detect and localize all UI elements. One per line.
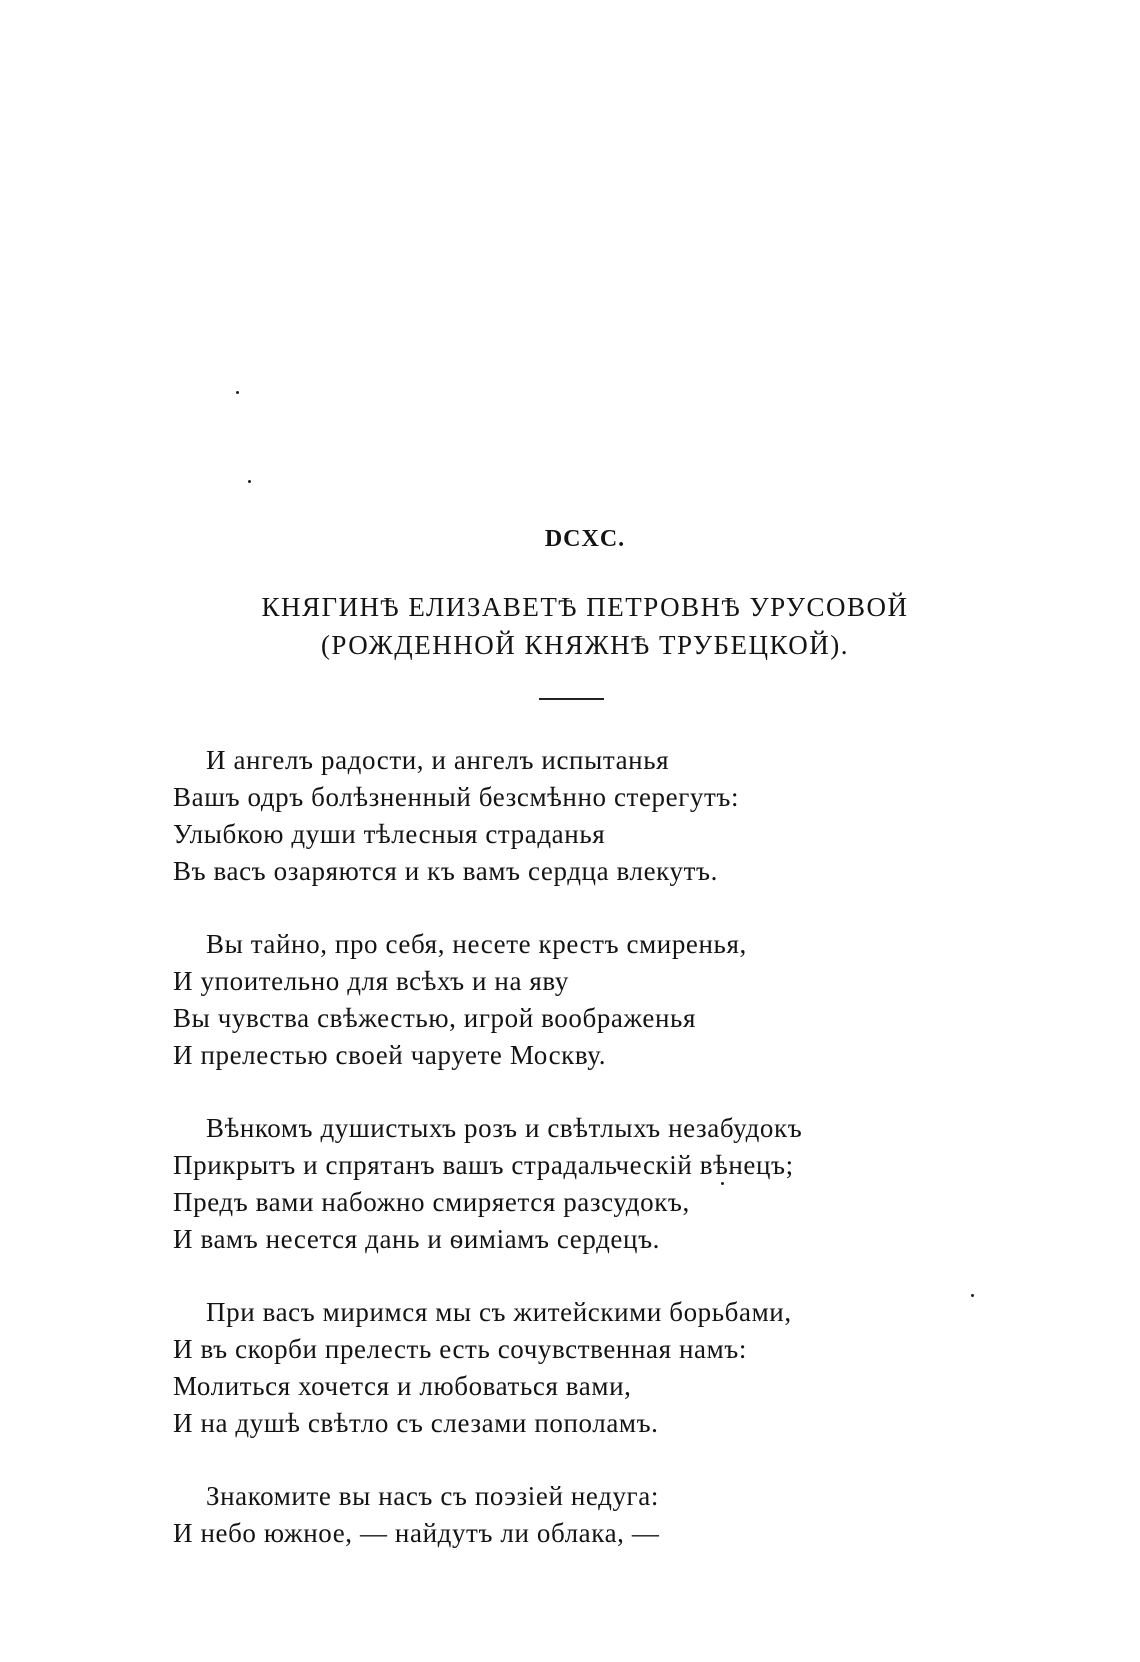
poem-line: Знакомите вы насъ съ поэзіей недуга: (206, 1481, 659, 1511)
poem-line: И въ скорби прелесть есть сочувственная намъ: (173, 1334, 747, 1364)
poem-line: Вы тайно, про себя, несете крестъ смиренья, (206, 929, 747, 959)
stanza (173, 926, 973, 1074)
poem-line: Прикрытъ и спрятанъ вашъ страдальческій вѣнецъ; (173, 1150, 794, 1180)
poem-line: Въ васъ озаряются и къ вамъ сердца влекутъ. (173, 856, 718, 886)
stanza (173, 1110, 973, 1258)
stanza (173, 1478, 973, 1552)
poem-line: И ангелъ радости, и ангелъ испытанья (206, 745, 670, 775)
poem-dedication (0, 588, 1140, 664)
poem-line: Молиться хочется и любоваться вами, (173, 1371, 632, 1401)
page-speck (248, 480, 251, 483)
poem-line: И прелестью своей чаруете Москву. (173, 1040, 607, 1070)
separator-rule (539, 698, 604, 700)
poem-line: Вѣнкомъ душистыхъ розъ и свѣтлыхъ незабудокъ (206, 1113, 803, 1143)
poem-line: Улыбкою души тѣлесныя страданья (173, 819, 606, 849)
poem-line: Вы чувства свѣжестью, игрой воображенья (173, 1003, 696, 1033)
poem-line: И на душѣ свѣтло съ слезами пополамъ. (173, 1408, 659, 1438)
poem-line: И упоительно для всѣхъ и на яву (173, 966, 569, 996)
dedication-line: КНЯГИНѢ ЕЛИЗАВЕТѢ ПЕТРОВНѢ УРУСОВОЙ (261, 592, 909, 622)
poem-line: И вамъ несется дань и ѳиміамъ сердецъ. (173, 1224, 660, 1254)
poem-line: Вашъ одръ болѣзненный безсмѣнно стерегутъ: (173, 782, 740, 812)
dedication-line: (РОЖДЕННОЙ КНЯЖНѢ ТРУБЕЦКОЙ). (320, 630, 850, 660)
stanza (173, 1294, 973, 1442)
stanza (173, 742, 973, 890)
poem-line: Предъ вами набожно смиряется разсудокъ, (173, 1187, 690, 1217)
poem-line: При васъ миримся мы съ житейскими борьбами, (206, 1297, 792, 1327)
poem-number: DCXC. (544, 526, 626, 552)
poem-line: И небо южное, — найдутъ ли облака, — (173, 1518, 660, 1548)
poem-body (173, 742, 973, 1588)
page-speck (236, 391, 239, 394)
